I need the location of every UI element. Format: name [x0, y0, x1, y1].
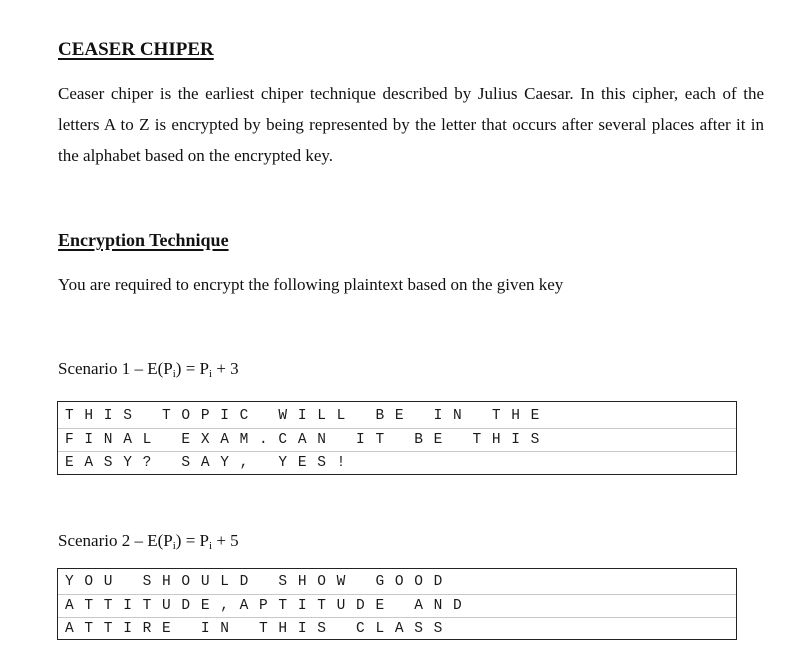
- section-heading-ceaser-chiper: CEASER CHIPER: [58, 39, 214, 60]
- scenario-1-subscript-p2: i: [209, 368, 213, 380]
- plaintext-row-text: T H I S T O P I C W I L L B E I N T H E: [65, 408, 541, 424]
- plaintext-row: [58, 617, 736, 640]
- scenario-2-plaintext-box: [57, 568, 737, 640]
- plaintext-row-text: A T T I T U D E , A P T I T U D E A N D: [65, 598, 463, 614]
- plaintext-row: [58, 451, 736, 474]
- scenario-2-subscript-p: i: [172, 540, 176, 552]
- plaintext-row: [58, 405, 736, 427]
- scenario-1-prefix: Scenario 1 – E(P: [58, 359, 173, 378]
- scenario-2-middle: ) = P: [175, 531, 209, 550]
- plaintext-row-text: Y O U S H O U L D S H O W G O O D: [65, 574, 444, 590]
- scenario-2-label: [58, 531, 239, 552]
- scenario-2-prefix: Scenario 2 – E(P: [58, 531, 173, 550]
- plaintext-row-text: F I N A L E X A M . C A N I T B E T H I S: [65, 432, 541, 448]
- scenario-1-key: + 3: [212, 359, 239, 378]
- scenario-2-key: + 5: [212, 531, 239, 550]
- plaintext-row: [58, 428, 736, 451]
- plaintext-row-text: E A S Y ? S A Y , Y E S !: [65, 455, 347, 471]
- scenario-1-label: [58, 359, 239, 380]
- plaintext-row: [58, 571, 736, 593]
- intro-paragraph: Ceaser chiper is the earliest chiper technique described by Julius Caesar. In this cipher, each of the letters A to Z is encrypted by being represented by the letter that occurs after several places after it in the alphabet based on the encrypted key.: [58, 84, 764, 165]
- plaintext-row-text: A T T I R E I N T H I S C L A S S: [65, 621, 444, 637]
- scenario-1-plaintext-box: [57, 401, 737, 475]
- scenario-2-subscript-p2: i: [209, 540, 213, 552]
- plaintext-row: [58, 594, 736, 617]
- instruction-paragraph: You are required to encrypt the following plaintext based on the given key: [58, 275, 564, 294]
- section-heading-encryption-technique: Encryption Technique: [58, 230, 229, 250]
- scenario-1-subscript-p: i: [172, 368, 176, 380]
- scenario-1-middle: ) = P: [175, 359, 209, 378]
